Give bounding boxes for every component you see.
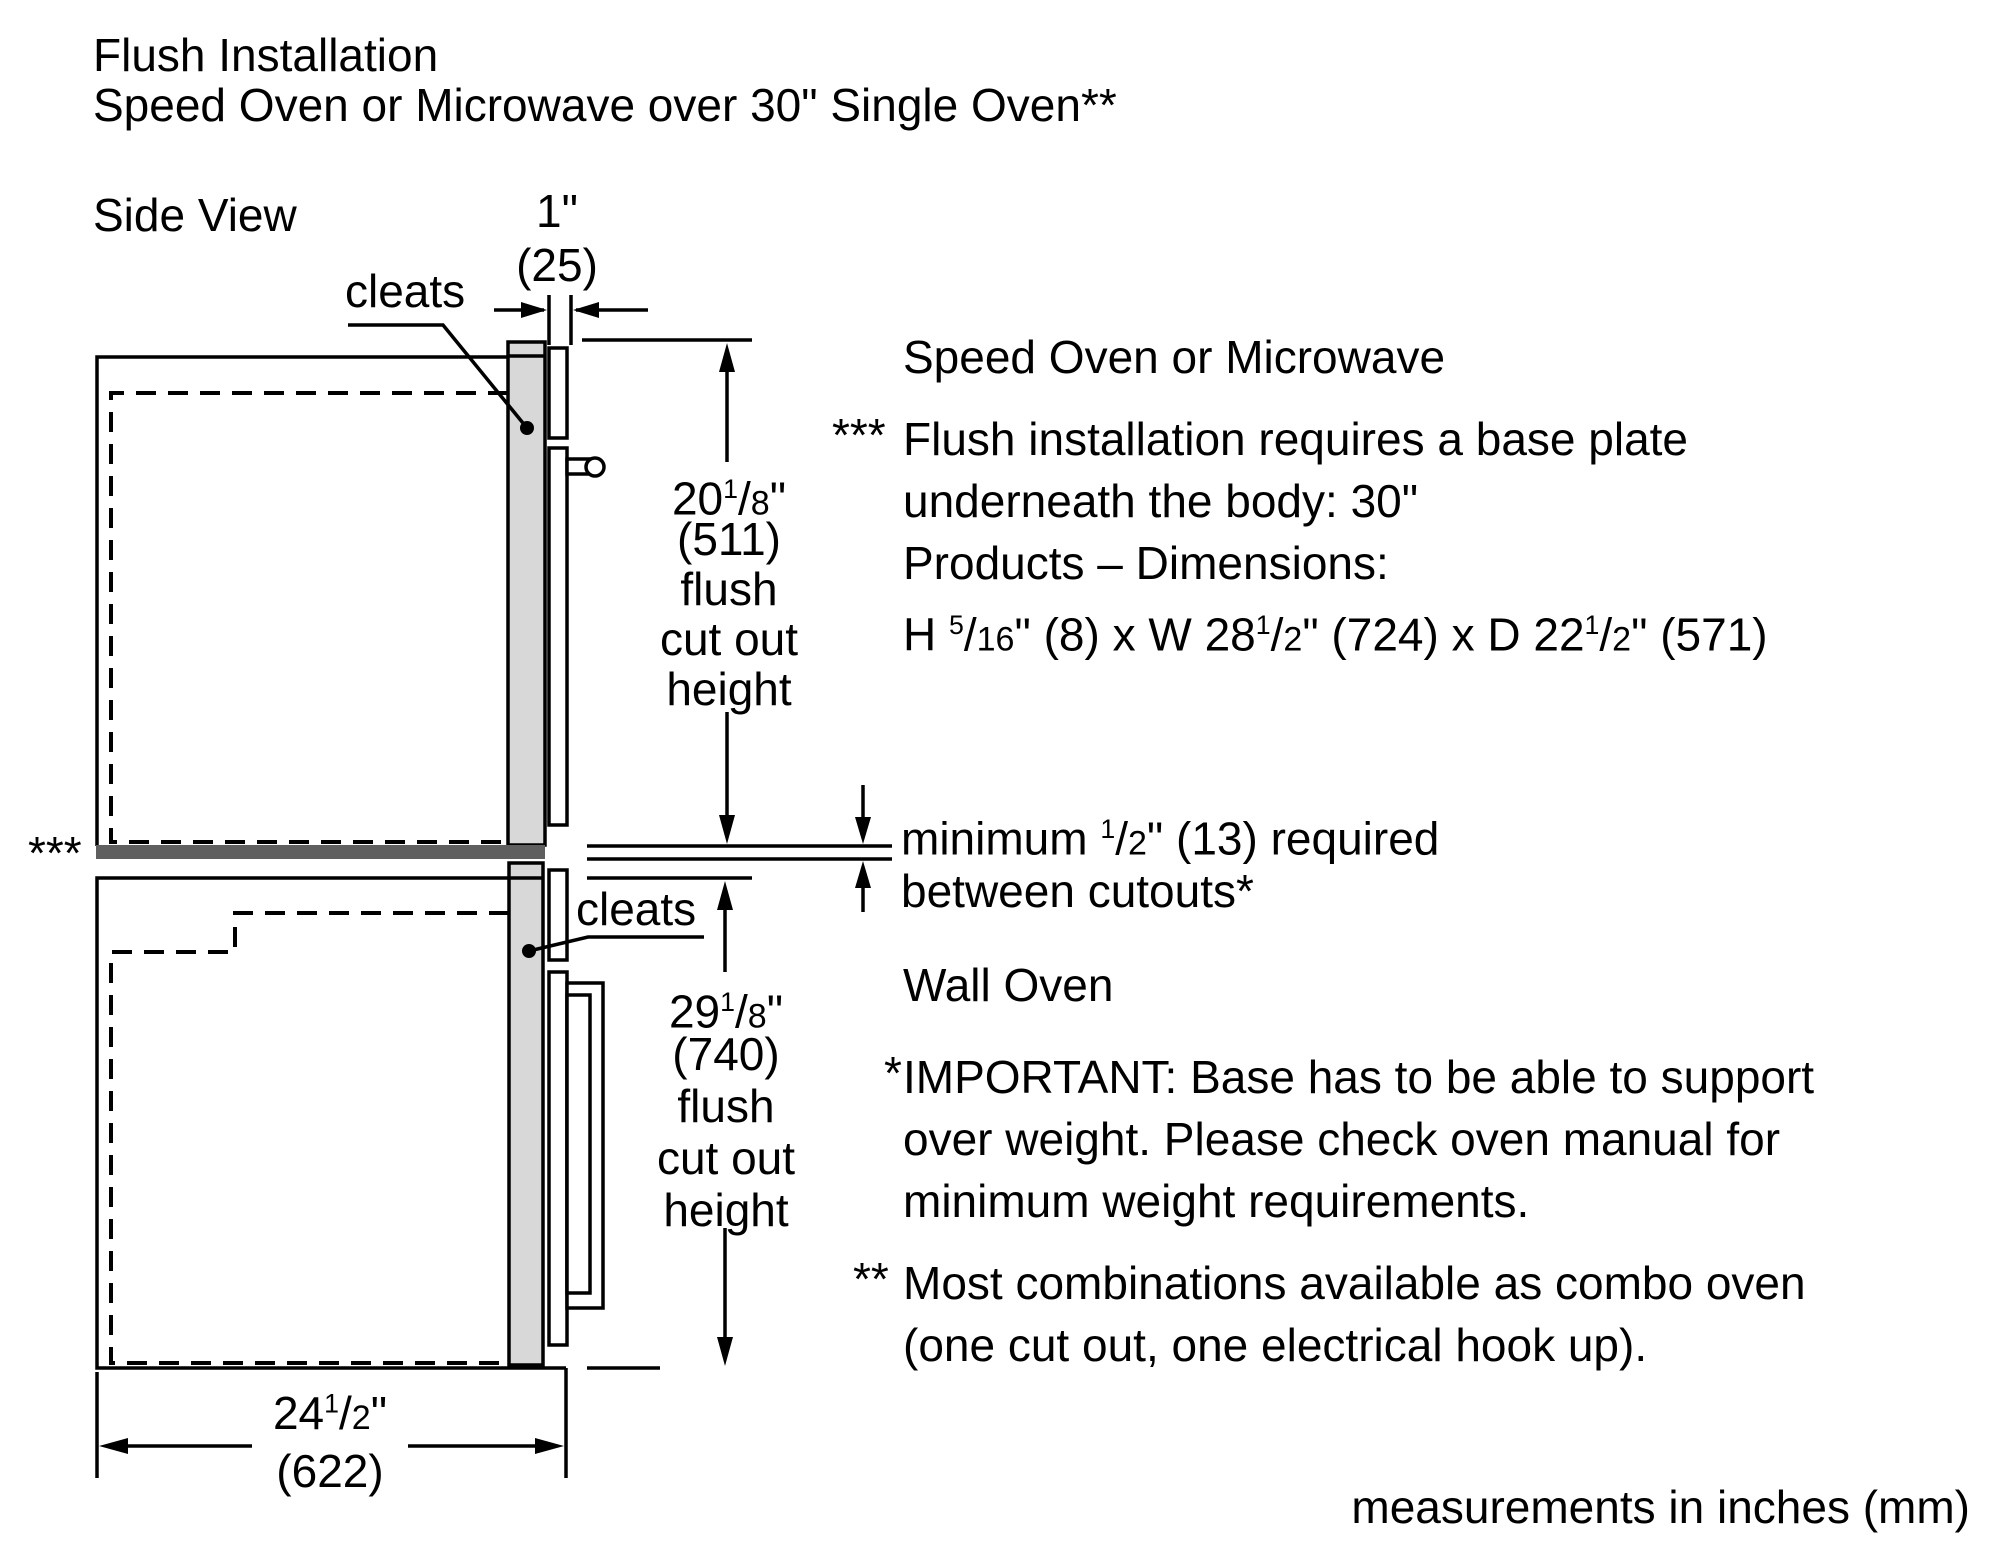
important-note-line-3: minimum weight requirements. — [903, 1175, 1530, 1227]
upper-filler-strip — [549, 348, 567, 438]
lower-cleat-bar — [509, 863, 543, 1365]
depth-dim-inches: $24^1/2$" — [272, 1387, 388, 1439]
combo-note-line-1: Most combinations available as combo oven — [903, 1257, 1806, 1309]
upper-cabinet-outline — [97, 357, 508, 846]
cleat-width-dim-inches: 1" — [536, 185, 578, 237]
depth-dim-mm: (622) — [276, 1445, 384, 1497]
lower-cutout-dim-arrow-down-icon — [717, 1337, 733, 1366]
upper-cutout-dim-label — [597, 464, 861, 714]
upper-cleat-bar — [508, 342, 545, 845]
lower-cabinet-outline — [97, 878, 566, 1368]
min-gap-note — [901, 798, 1439, 922]
cleats-label-bottom: cleats — [576, 883, 697, 935]
base-plate-marker: *** — [28, 827, 82, 879]
flush-note — [903, 408, 1768, 661]
min-gap-arrow-down-icon — [855, 817, 871, 844]
wall-oven-heading: Wall Oven — [903, 959, 1114, 1011]
base-plate-strip — [96, 845, 545, 859]
min-gap-arrow-up-icon — [855, 861, 871, 888]
page-title-line2: Speed Oven or Microwave over 30" Single Oven** — [93, 79, 1117, 131]
important-note-line-1: IMPORTANT: Base has to be able to support — [903, 1051, 1815, 1103]
upper-cleats-leader-dot-icon — [520, 421, 534, 435]
upper-cutout-dim-caption-2: cut out — [659, 613, 799, 665]
product-dimensions-line: H $^5$/16" (8) x W $28^1/2$" (724) x D $22^1/2$" (571) — [903, 608, 1768, 661]
upper-cutout-dim-inches: $20^1/8$" — [671, 472, 787, 525]
page-title-line1: Flush Installation — [93, 29, 439, 81]
min-gap-note-line-2: between cutouts* — [901, 865, 1254, 917]
lower-cutout-dim-caption-1: flush — [677, 1080, 775, 1132]
flush-note-line-2: underneath the body: 30" — [903, 475, 1419, 527]
upper-appliance-dashed-outline — [111, 393, 540, 842]
upper-cutout-dim-arrow-down-icon — [719, 815, 735, 844]
lower-cutout-dim-caption-3: height — [663, 1184, 789, 1236]
speed-oven-heading: Speed Oven or Microwave — [903, 331, 1446, 383]
units-note: measurements in inches (mm) — [1351, 1481, 1970, 1533]
lower-cleats-leader-dot-icon — [522, 944, 536, 958]
min-gap-note-line-1: minimum $^1$/2" (13) required — [901, 812, 1440, 865]
important-note — [903, 1046, 1814, 1232]
lower-cutout-dim-arrow-up-icon — [717, 881, 733, 910]
lower-cutout-dim-label — [594, 976, 858, 1236]
microwave-door-panel — [549, 448, 567, 825]
upper-cleats-leader-line — [348, 325, 527, 428]
flush-note-marker: *** — [832, 409, 886, 461]
important-note-line-2: over weight. Please check oven manual for — [903, 1113, 1781, 1165]
upper-cutout-dim-mm: (511) — [677, 513, 781, 565]
depth-dim-arrow-right-icon — [535, 1438, 564, 1454]
view-label: Side View — [93, 189, 297, 241]
cleat-dim-arrow-right-icon — [521, 302, 547, 318]
cleat-dim-arrow-left-icon — [573, 302, 599, 318]
lower-cutout-dim-inches: $29^1/8$" — [668, 985, 784, 1038]
combo-note — [903, 1252, 1806, 1376]
flush-note-line-1: Flush installation requires a base plate — [903, 413, 1689, 465]
combo-note-marker: ** — [853, 1253, 889, 1305]
upper-cutout-dim-caption-3: height — [666, 663, 792, 715]
oven-door-back-panel — [549, 972, 567, 1345]
flush-note-line-3: Products – Dimensions: — [903, 537, 1389, 589]
upper-cutout-dim-caption-1: flush — [680, 563, 778, 615]
cleats-label-top: cleats — [345, 265, 466, 317]
oven-door-inner — [567, 995, 590, 1293]
lower-cutout-dim-mm: (740) — [672, 1028, 780, 1080]
upper-cutout-dim-arrow-up-icon — [719, 343, 735, 372]
combo-note-line-2: (one cut out, one electrical hook up). — [903, 1319, 1648, 1371]
cleat-width-dim-mm: (25) — [516, 239, 598, 291]
depth-dim-arrow-left-icon — [99, 1438, 128, 1454]
lower-appliance-dashed-outline — [111, 913, 509, 1363]
important-note-marker: * — [884, 1047, 902, 1099]
lower-cutout-dim-caption-2: cut out — [656, 1132, 796, 1184]
